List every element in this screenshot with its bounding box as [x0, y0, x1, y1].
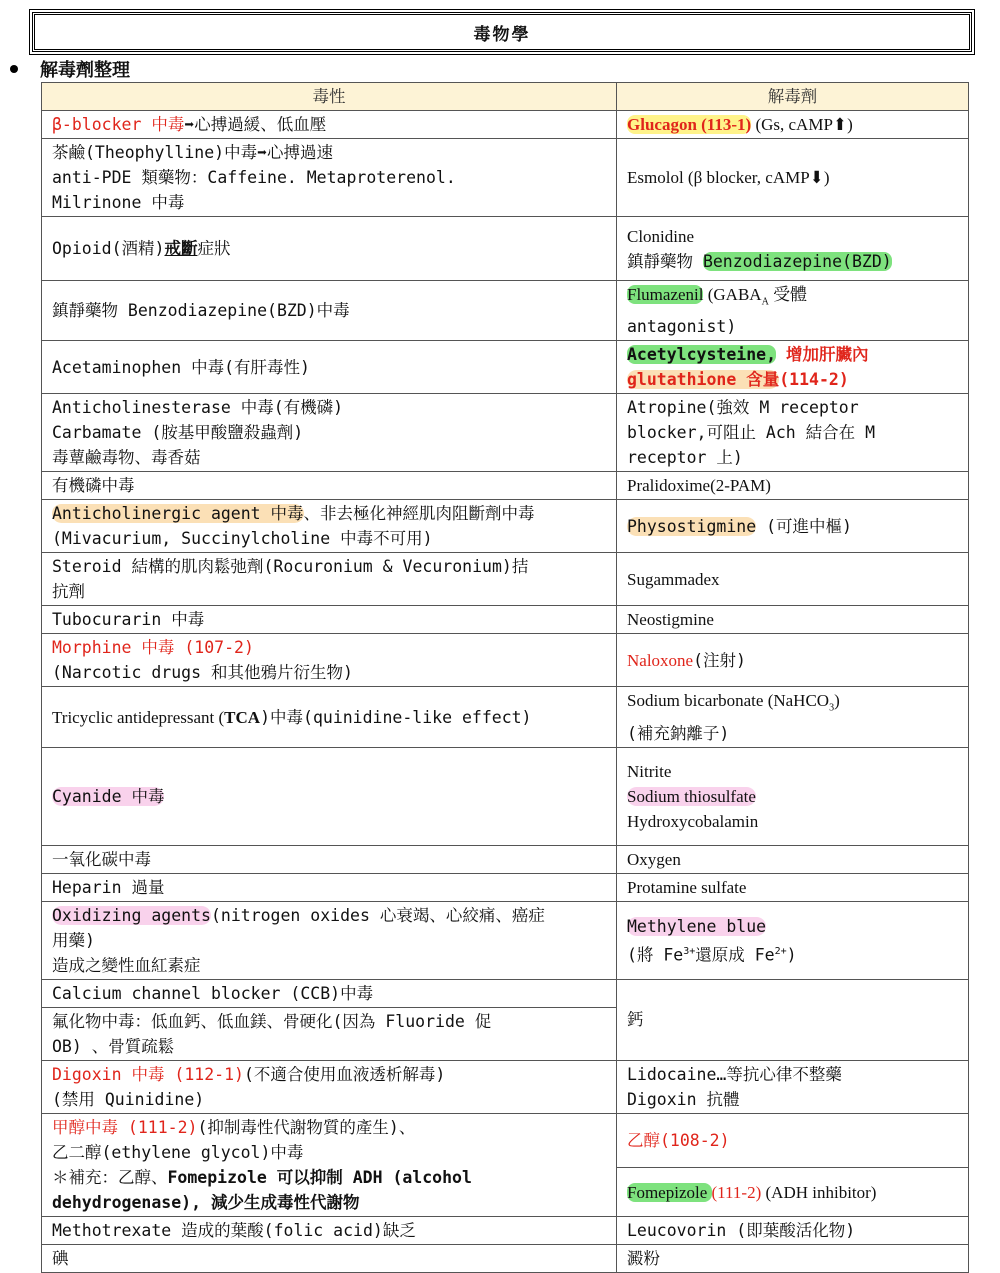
antidote-line: blocker,可阻止 Ach 結合在 M	[627, 423, 876, 443]
antidote-subscript: A	[761, 296, 769, 308]
table-row	[42, 1244, 969, 1272]
bullet-icon	[10, 65, 18, 73]
table-row	[42, 472, 969, 500]
antidote-cell	[617, 901, 969, 979]
antidote-note: )	[786, 945, 797, 965]
antidote-line: Digoxin 抗體	[627, 1089, 740, 1109]
poison-line: (禁用 Quinidine)	[52, 1089, 205, 1109]
table-row	[42, 139, 969, 217]
antidote-line: Atropine(強效 M receptor	[627, 398, 859, 418]
antidote-highlight: Flumazenil	[627, 285, 704, 304]
poison-cell	[42, 687, 617, 747]
poison-cell	[42, 747, 617, 845]
poison-note: (不適合使用血液透析解毒)	[243, 1064, 446, 1084]
section-heading	[10, 58, 130, 80]
antidote-note: 還原成 Fe	[695, 945, 775, 965]
table-row	[42, 1216, 969, 1244]
poison-line: (Mivacurium, Succinylcholine 中毒不可用)	[52, 529, 433, 549]
antidote-cell: Protamine sulfate	[617, 873, 969, 901]
poison-cell	[42, 1113, 617, 1216]
poison-name: Opioid(酒精)	[52, 239, 165, 258]
table-row	[42, 687, 969, 747]
table-row	[42, 1060, 969, 1113]
antidote-note: (Gs, cAMP⬆)	[751, 115, 853, 134]
antidote-superscript: 2+	[774, 945, 787, 957]
table-row	[42, 873, 969, 901]
poison-line: anti-PDE 類藥物：Caffeine. Metaproterenol.	[52, 168, 456, 187]
poison-line: Milrinone 中毒	[52, 193, 185, 212]
poison-name: Digoxin 中毒 (112-1)	[52, 1064, 244, 1084]
poison-line: Morphine 中毒 (107-2)	[52, 638, 254, 658]
poison-cell	[42, 1060, 617, 1113]
antidote-cell	[617, 1168, 969, 1216]
antidote-name: Naloxone	[627, 650, 694, 670]
poison-cell: Calcium channel blocker (CCB)中毒	[42, 979, 617, 1007]
antidote-subscript: 3	[829, 702, 835, 714]
antidote-cell	[617, 394, 969, 472]
poison-cell: Heparin 過量	[42, 873, 617, 901]
poison-highlight: Cyanide 中毒	[52, 786, 165, 806]
antidote-highlight: Physostigmine	[627, 516, 757, 536]
poison-line: 茶鹼(Theophylline)中毒➡心搏過速	[52, 143, 334, 162]
poison-cell	[42, 901, 617, 979]
document-title-box	[32, 12, 972, 52]
antidote-note: (114-2)	[779, 370, 849, 390]
antidote-line: Lidocaine…等抗心律不整藥	[627, 1064, 842, 1084]
antidote-cell	[617, 217, 969, 281]
antidote-superscript: 3+	[683, 945, 696, 957]
antidote-cell	[617, 500, 969, 553]
antidote-highlight: Methylene blue	[627, 916, 767, 936]
antidote-prefix: 鎮靜藥物	[627, 251, 703, 271]
table-row	[42, 553, 969, 606]
poison-cell: 鎮靜藥物 Benzodiazepine(BZD)中毒	[42, 281, 617, 341]
header-poison: 毒性	[42, 83, 617, 111]
antidote-cell	[617, 281, 969, 341]
antidote-note: (可進中樞)	[756, 516, 852, 536]
poison-name: β-blocker 中毒	[52, 115, 185, 134]
poison-note: ＊補充：乙醇、	[52, 1167, 168, 1187]
antidote-cell	[617, 747, 969, 845]
antidote-name: )	[834, 691, 840, 711]
poison-note: 、非去極化神經肌肉阻斷劑中毒	[303, 504, 535, 524]
table-row	[42, 394, 969, 472]
poison-line: (Narcotic drugs 和其他鴉片衍生物)	[52, 663, 353, 683]
antidote-note: (注射)	[693, 650, 746, 670]
poison-suffix: 症狀	[197, 239, 231, 258]
antidote-note: 增加肝臟內	[776, 345, 869, 365]
poison-line: 乙二醇(ethylene glycol)中毒	[52, 1142, 304, 1162]
poison-cell	[42, 111, 617, 139]
antidote-line: Nitrite	[627, 761, 672, 781]
antidote-note: (GABA	[703, 285, 762, 304]
antidote-note: (ADH inhibitor)	[761, 1182, 877, 1202]
poison-line: 造成之變性血紅素症	[52, 955, 201, 975]
antidote-highlight: Acetylcysteine,	[627, 345, 777, 365]
poison-highlight: Anticholinergic agent 中毒	[52, 504, 304, 524]
section-label: 解毒劑整理	[40, 60, 130, 81]
poison-name: Tricyclic antidepressant (	[52, 707, 225, 727]
poison-note: (抑制毒性代謝物質的產生)、	[197, 1117, 416, 1137]
antidote-line: Clonidine	[627, 226, 695, 246]
antidote-cell: Pralidoxime(2-PAM)	[617, 472, 969, 500]
table-header-row	[42, 83, 969, 111]
poison-cell	[42, 139, 617, 217]
table-row	[42, 500, 969, 553]
antidote-cell: Sugammadex	[617, 553, 969, 606]
antidote-cell: Esmolol (β blocker, cAMP⬇)	[617, 139, 969, 217]
poison-cell	[42, 1007, 617, 1060]
table-row	[42, 634, 969, 687]
antidote-highlight: Fomepizole	[627, 1182, 712, 1202]
poison-cell	[42, 394, 617, 472]
header-antidote: 解毒劑	[617, 83, 969, 111]
antidote-name: Glucagon (113-1)	[627, 115, 752, 134]
antidote-line: (補充鈉離子)	[627, 723, 730, 743]
antidote-line: Hydroxycobalamin	[627, 811, 759, 831]
antidote-cell	[617, 341, 969, 394]
antidote-note: 受體	[768, 285, 808, 304]
table-row	[42, 747, 969, 845]
poison-effect: ➡心搏過緩、低血壓	[184, 115, 327, 134]
poison-line: 毒蕈鹼毒物、毒香菇	[52, 448, 201, 468]
antidote-cell	[617, 1060, 969, 1113]
antidote-cell: 乙醇(108-2)	[617, 1113, 969, 1168]
table-row	[42, 281, 969, 341]
poison-cell: Acetaminophen 中毒(有肝毒性)	[42, 341, 617, 394]
poison-cell: Tubocurarin 中毒	[42, 606, 617, 634]
antidote-highlight: glutathione 含量	[627, 370, 780, 390]
poison-abbrev: TCA	[224, 707, 261, 727]
poison-line: dehydrogenase), 減少生成毒性代謝物	[52, 1192, 360, 1212]
poison-highlight: Oxidizing agents	[52, 905, 211, 925]
poison-cell	[42, 500, 617, 553]
antidote-cell	[617, 687, 969, 747]
antidote-cell: Oxygen	[617, 845, 969, 873]
table-row	[42, 901, 969, 979]
poison-line: 用藥)	[52, 930, 95, 950]
antidote-cell: Leucovorin (即葉酸活化物)	[617, 1216, 969, 1244]
poison-cell	[42, 217, 617, 281]
poison-cell: Methotrexate 造成的葉酸(folic acid)缺乏	[42, 1216, 617, 1244]
poison-cell: 有機磷中毒	[42, 472, 617, 500]
table-row	[42, 111, 969, 139]
poison-note: Fomepizole 可以抑制 ADH (alcohol	[167, 1167, 472, 1187]
table-row	[42, 1113, 969, 1168]
poison-note: (nitrogen oxides 心衰竭、心絞痛、癌症	[210, 905, 545, 925]
antidote-line: receptor 上)	[627, 448, 743, 468]
antidote-cell: 澱粉	[617, 1244, 969, 1272]
poison-cell: 一氧化碳中毒	[42, 845, 617, 873]
antidote-highlight: Benzodiazepine(BZD)	[702, 251, 892, 271]
poison-line: 氟化物中毒：低血鈣、低血鎂、骨硬化(因為 Fluoride 促	[52, 1011, 492, 1031]
poison-line: Carbamate (胺基甲酸鹽殺蟲劑)	[52, 423, 304, 443]
antidote-name: Sodium bicarbonate (NaHCO	[627, 691, 830, 711]
antidote-note: (將 Fe	[627, 945, 684, 965]
poison-cell	[42, 634, 617, 687]
antidote-cell	[617, 111, 969, 139]
poison-line: Steroid 結構的肌肉鬆弛劑(Rocuronium & Vecuronium)拮	[52, 557, 529, 577]
table-row	[42, 341, 969, 394]
antidote-ref: (111-2)	[711, 1182, 762, 1202]
table-row	[42, 979, 969, 1007]
table-row	[42, 845, 969, 873]
poison-line: 抗劑	[52, 582, 85, 602]
poison-name: 甲醇中毒 (111-2)	[52, 1117, 198, 1137]
antidote-table	[41, 82, 969, 1273]
poison-cell	[42, 553, 617, 606]
table-row	[42, 606, 969, 634]
poison-line: OB) 、骨質疏鬆	[52, 1036, 175, 1056]
poison-note: )中毒(quinidine-like effect)	[260, 707, 532, 727]
document-title: 毒物學	[473, 24, 531, 45]
poison-cell: 碘	[42, 1244, 617, 1272]
antidote-cell	[617, 634, 969, 687]
poison-line: Anticholinesterase 中毒(有機磷)	[52, 398, 344, 418]
antidote-cell: 鈣	[617, 979, 969, 1060]
antidote-highlight: Sodium thiosulfate	[627, 786, 756, 806]
table-row	[42, 217, 969, 281]
antidote-line: antagonist)	[627, 317, 737, 337]
antidote-cell: Neostigmine	[617, 606, 969, 634]
poison-emphasis: 戒斷	[164, 239, 198, 258]
